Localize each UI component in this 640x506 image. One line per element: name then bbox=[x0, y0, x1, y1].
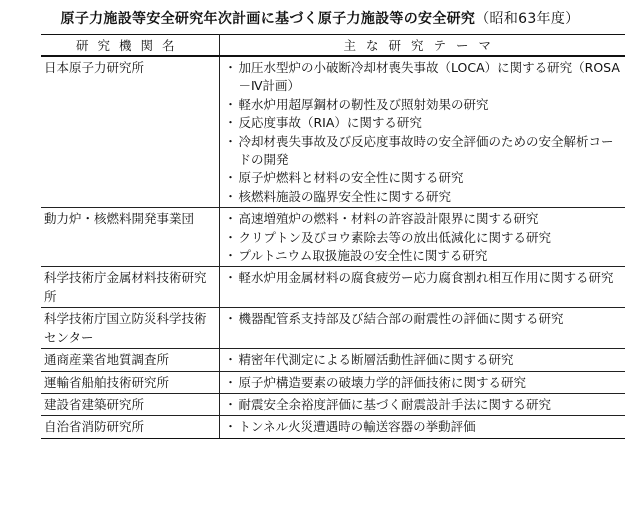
research-table bbox=[41, 34, 625, 439]
bullet-marker: ・ bbox=[224, 229, 237, 245]
theme-item bbox=[223, 169, 624, 187]
theme-text: プルトニウム取扱施設の安全性に関する研究 bbox=[238, 248, 488, 264]
theme-item bbox=[223, 59, 624, 96]
bullet-marker: ・ bbox=[224, 188, 237, 204]
research-themes bbox=[219, 56, 625, 208]
bullet-marker: ・ bbox=[224, 133, 237, 149]
bullet-marker: ・ bbox=[224, 115, 237, 131]
theme-text: 精密年代測定による断層活動性評価に関する研究 bbox=[238, 352, 514, 368]
bullet-marker: ・ bbox=[224, 60, 237, 75]
document-title bbox=[0, 8, 640, 28]
table-body bbox=[41, 56, 625, 438]
theme-text: 加圧水型炉の小破断冷却材喪失事故（LOCA）に関する研究（ROSA－Ⅳ計画） bbox=[238, 60, 620, 94]
theme-text: クリプトン及びヨウ素除去等の放出低減化に関する研究 bbox=[238, 229, 552, 245]
theme-text: 軽水炉用金属材料の腐食疲労ー応力腐食割れ相互作用に関する研究 bbox=[238, 270, 614, 286]
theme-item bbox=[223, 229, 624, 247]
bullet-marker: ・ bbox=[224, 248, 237, 264]
theme-item bbox=[223, 247, 624, 265]
bullet-marker: ・ bbox=[224, 396, 237, 412]
theme-item bbox=[223, 188, 624, 206]
bullet-marker: ・ bbox=[224, 96, 237, 112]
title-text: 原子力施設等安全研究年次計画に基づく原子力施設等の安全研究 bbox=[60, 11, 476, 27]
theme-text: 反応度事故（RIA）に関する研究 bbox=[238, 115, 422, 131]
theme-text: 耐震安全余裕度評価に基づく耐震設計手法に関する研究 bbox=[238, 396, 552, 412]
table-row bbox=[41, 349, 625, 371]
research-themes bbox=[219, 393, 625, 415]
research-themes bbox=[219, 308, 625, 349]
table-row bbox=[41, 371, 625, 393]
institution-name: 動力炉・核燃料開発事業団 bbox=[41, 208, 219, 267]
theme-text: 軽水炉用超厚鋼材の靭性及び照射効果の研究 bbox=[238, 96, 489, 112]
institution-name: 運輸省船舶技術研究所 bbox=[41, 371, 219, 393]
theme-text: トンネル火災遭遇時の輸送容器の挙動評価 bbox=[238, 419, 476, 435]
theme-text: 冷却材喪失事故及び反応度事故時の安全評価のための安全解析コードの開発 bbox=[238, 133, 614, 168]
theme-item bbox=[223, 210, 624, 228]
theme-item bbox=[223, 351, 624, 369]
header-research-institution: 研究機関名 bbox=[41, 35, 219, 57]
bullet-marker: ・ bbox=[224, 270, 237, 286]
research-themes bbox=[219, 371, 625, 393]
table-row bbox=[41, 393, 625, 415]
theme-item bbox=[223, 133, 624, 170]
theme-item bbox=[223, 310, 624, 328]
table-row bbox=[41, 56, 625, 208]
research-themes bbox=[219, 208, 625, 267]
table-row bbox=[41, 208, 625, 267]
table-row bbox=[41, 416, 625, 438]
theme-text: 原子炉構造要素の破壊力学的評価技術に関する研究 bbox=[238, 374, 527, 390]
research-themes bbox=[219, 349, 625, 371]
table-row bbox=[41, 308, 625, 349]
theme-item bbox=[223, 96, 624, 114]
theme-item bbox=[223, 418, 624, 436]
institution-name: 科学技術庁国立防災科学技術センター bbox=[41, 308, 219, 349]
bullet-marker: ・ bbox=[224, 170, 237, 186]
theme-text: 機器配管系支持部及び結合部の耐震性の評価に関する研究 bbox=[238, 311, 564, 327]
bullet-marker: ・ bbox=[224, 374, 237, 390]
institution-name: 日本原子力研究所 bbox=[41, 56, 219, 208]
theme-text: 高速増殖炉の燃料・材料の許容設計限界に関する研究 bbox=[238, 211, 539, 227]
institution-name: 自治省消防研究所 bbox=[41, 416, 219, 438]
institution-name: 通商産業省地質調査所 bbox=[41, 349, 219, 371]
institution-name: 科学技術庁金属材料技術研究所 bbox=[41, 267, 219, 308]
theme-item bbox=[223, 396, 624, 414]
bullet-marker: ・ bbox=[224, 419, 237, 435]
bullet-marker: ・ bbox=[224, 352, 237, 368]
header-main-research-theme: 主な研究テーマ bbox=[219, 35, 625, 57]
table-header bbox=[41, 35, 625, 57]
table-row bbox=[41, 267, 625, 308]
institution-name: 建設省建築研究所 bbox=[41, 393, 219, 415]
title-fiscal-year: （昭和63年度） bbox=[475, 11, 580, 27]
theme-text: 核燃料施設の臨界安全性に関する研究 bbox=[238, 188, 452, 204]
theme-item bbox=[223, 269, 624, 287]
research-themes bbox=[219, 267, 625, 308]
theme-item bbox=[223, 114, 624, 132]
bullet-marker: ・ bbox=[224, 211, 237, 227]
bullet-marker: ・ bbox=[224, 311, 237, 327]
research-themes bbox=[219, 416, 625, 438]
theme-text: 原子炉燃料と材料の安全性に関する研究 bbox=[238, 170, 464, 186]
theme-item bbox=[223, 374, 624, 392]
